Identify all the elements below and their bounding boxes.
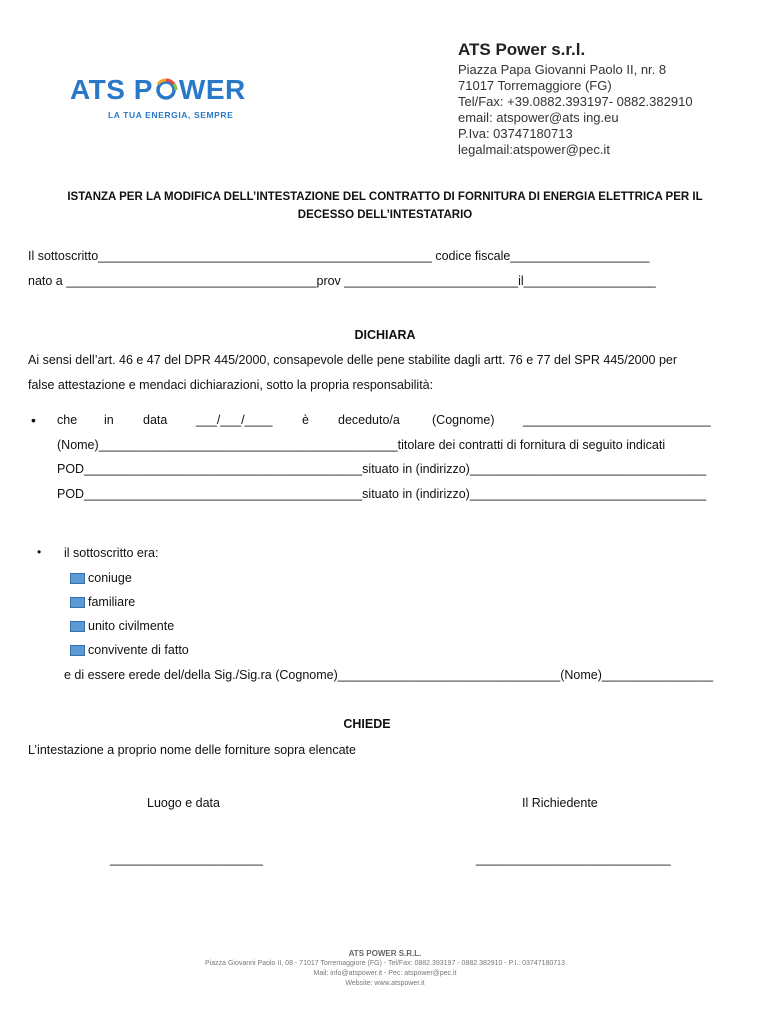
company-address-1: Piazza Papa Giovanni Paolo II, nr. 8: [458, 62, 667, 77]
footer: [0, 949, 770, 989]
footer-line-1: Piazza Giovanni Paolo II, 08 - 71017 Torremaggiore (FG) - Tel/Fax: 0882.393197 - 0882.382910 - P.I.: 03747180713: [205, 960, 565, 967]
option-unito-civilmente: unito civilmente: [88, 619, 175, 633]
company-email: email: atspower@ats ing.eu: [458, 110, 619, 125]
cognome-blank: ___________________________: [523, 413, 711, 427]
deceduto-word: deceduto/a: [338, 413, 400, 427]
company-legalmail: legalmail:atspower@pec.it: [458, 142, 610, 157]
logo-sun-icon: [154, 77, 178, 101]
document-title: [30, 188, 740, 224]
footer-company: ATS POWER S.R.L.: [348, 949, 422, 958]
bullet-icon: •: [31, 412, 36, 428]
cognome-word: (Cognome): [432, 413, 495, 427]
richiedente-label: Il Richiedente: [522, 796, 598, 810]
pod-line-1: POD________________________________________situato in (indirizzo)__________________________________: [57, 462, 707, 476]
company-address-2: 71017 Torremaggiore (FG): [458, 78, 612, 93]
company-name: ATS Power s.r.l.: [458, 40, 586, 59]
logo-text-left: ATS P: [70, 74, 153, 105]
data-word: data: [143, 413, 168, 427]
checkbox-familiare[interactable]: [70, 597, 85, 608]
ai-sensi-line1: Ai sensi dell’art. 46 e 47 del DPR 445/2000, consapevole delle pene stabilite dagli artt. 76 e 77 del SPR 445/2000 per: [28, 353, 678, 367]
che-word: che: [57, 413, 78, 427]
chiede-heading: CHIEDE: [343, 717, 391, 731]
checkbox-coniuge[interactable]: [70, 573, 85, 584]
nome-line: (Nome)___________________________________________titolare dei contratti di fornitura di seguito indicati: [57, 438, 666, 452]
sottoscritto-line: Il sottoscritto________________________________________________ codice fiscale____________________: [28, 249, 650, 263]
footer-line-2: Mail: info@atspower.it - Pec: atspower@pec.it: [313, 970, 457, 977]
chiede-text: L’intestazione a proprio nome delle forniture sopra elencate: [28, 743, 356, 757]
company-piva: P.Iva: 03747180713: [458, 126, 573, 141]
e-word: è: [302, 413, 309, 427]
date-blank: ___/___/____: [196, 413, 273, 427]
document-title-line1: ISTANZA PER LA MODIFICA DELL’INTESTAZIONE DEL CONTRATTO DI FORNITURA DI ENERGIA ELETTRICA PER IL: [67, 191, 703, 203]
document-title-line2: DECESSO DELL’INTESTATARIO: [297, 209, 473, 221]
ai-sensi-line2: false attestazione e mendaci dichiarazioni, sotto la propria responsabilità:: [28, 378, 434, 392]
checkbox-convivente[interactable]: [70, 645, 85, 656]
logo-tagline: LA TUA ENERGIA, SEMPRE: [108, 110, 234, 120]
logo-text-right: WER: [178, 74, 246, 105]
company-logo: [70, 74, 290, 128]
bullet-icon: •: [37, 545, 42, 559]
nato-line: nato a ____________________________________prov _________________________il___________________: [28, 274, 656, 288]
option-familiare: familiare: [88, 595, 136, 609]
sottoscritto-era: il sottoscritto era:: [64, 546, 159, 560]
company-phone: Tel/Fax: +39.0882.393197- 0882.382910: [458, 94, 693, 109]
luogo-data-label: Luogo e data: [147, 796, 220, 810]
dichiara-heading: DICHIARA: [354, 328, 416, 342]
richiedente-blank: ____________________________: [476, 852, 671, 866]
pod-line-2: POD________________________________________situato in (indirizzo)__________________________________: [57, 487, 707, 501]
luogo-data-blank: ______________________: [110, 852, 263, 866]
in-word: in: [104, 413, 114, 427]
checkbox-unito-civilmente[interactable]: [70, 621, 85, 632]
footer-line-3: Website: www.atspower.it: [345, 980, 425, 987]
erede-line: e di essere erede del/della Sig./Sig.ra (Cognome)________________________________(Nome)________________: [64, 668, 714, 682]
option-coniuge: coniuge: [88, 571, 132, 585]
option-convivente: convivente di fatto: [88, 643, 189, 657]
